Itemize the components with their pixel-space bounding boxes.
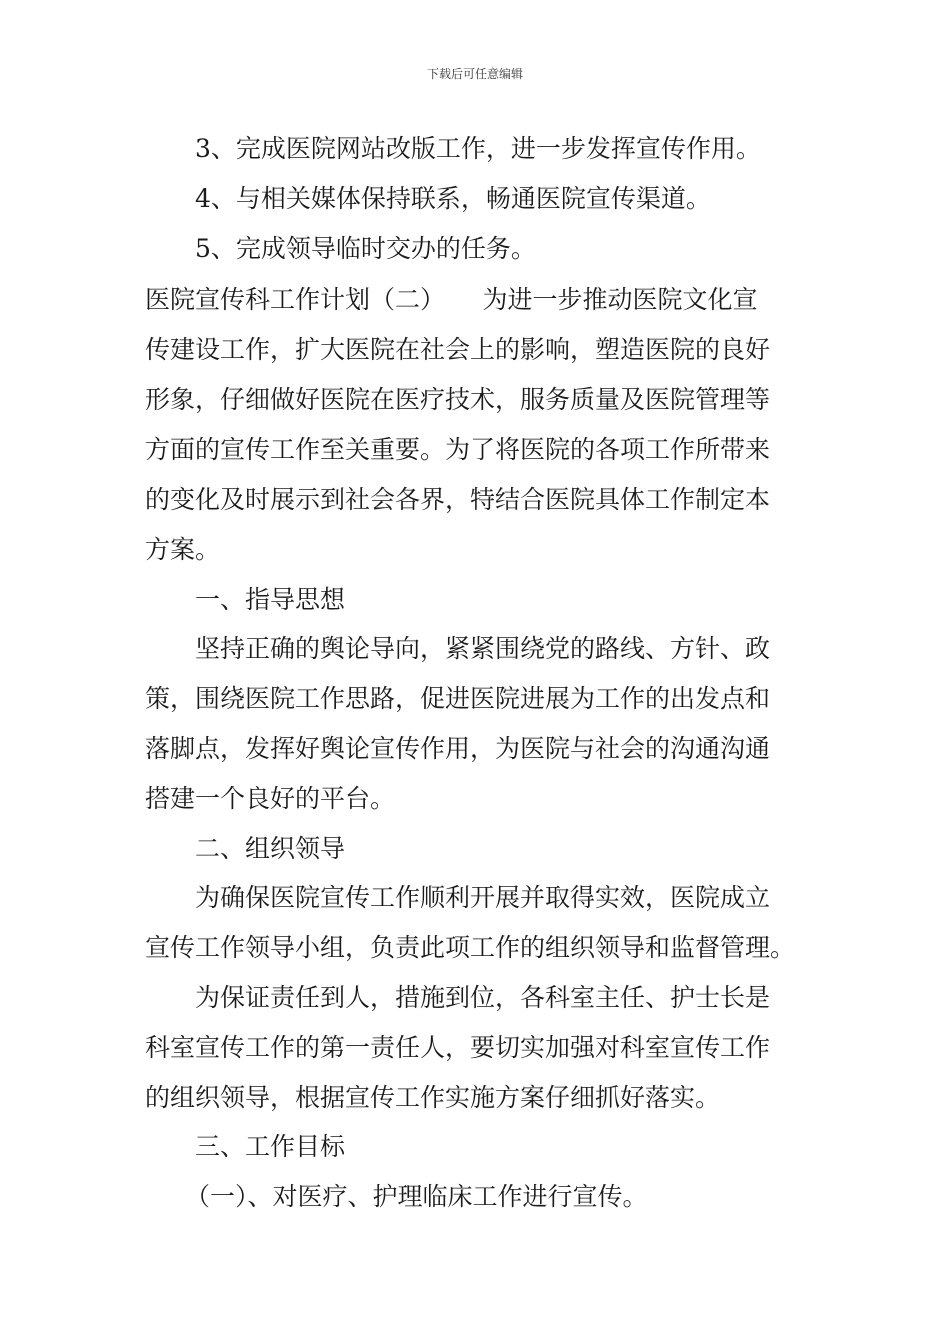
paragraph-line: 传建设工作，扩大医院在社会上的影响，塑造医院的良好: [145, 335, 771, 364]
paragraph-line: 落脚点，发挥好舆论宣传作用，为医院与社会的沟通沟通: [145, 734, 771, 763]
paragraph-line: 的组织领导，根据宣传工作实施方案仔细抓好落实。: [145, 1083, 721, 1112]
section-heading-2: 二、组织领导: [195, 834, 346, 863]
paragraph-line: 宣传工作领导小组，负责此项工作的组织领导和监督管理。: [145, 933, 796, 962]
paragraph-line: 坚持正确的舆论导向，紧紧围绕党的路线、方针、政: [195, 634, 771, 663]
paragraph-line: 搭建一个良好的平台。: [145, 784, 396, 813]
section-heading-1: 一、指导思想: [195, 585, 346, 614]
paragraph-line: 方面的宣传工作至关重要。为了将医院的各项工作所带来: [145, 435, 771, 464]
paragraph-line: 为确保医院宣传工作顺利开展并取得实效，医院成立: [195, 883, 771, 912]
task-item-3: 3、完成医院网站改版工作，进一步发挥宣传作用。: [195, 134, 761, 163]
paragraph-line: 策，围绕医院工作思路，促进医院进展为工作的出发点和: [145, 684, 771, 713]
paragraph-line: 方案。: [145, 535, 221, 564]
plan-title-line: 医院宣传科工作计划（二） 为进一步推动医院文化宣: [145, 285, 758, 314]
paragraph-line: 科室宣传工作的第一责任人，要切实加强对科室宣传工作: [145, 1033, 771, 1062]
section-heading-3: 三、工作目标: [195, 1132, 346, 1161]
paragraph-line: 为保证责任到人，措施到位，各科室主任、护士长是: [195, 983, 771, 1012]
task-item-5: 5、完成领导临时交办的任务。: [195, 234, 536, 263]
task-item-4: 4、与相关媒体保持联系，畅通医院宣传渠道。: [195, 184, 711, 213]
page-header: 下载后可任意编辑: [426, 67, 523, 81]
paragraph-line: 形象，仔细做好医院在医疗技术，服务质量及医院管理等: [145, 385, 771, 414]
subsection-heading-1: （一）、对医疗、护理临床工作进行宣传。: [185, 1182, 648, 1211]
paragraph-line: 的变化及时展示到社会各界，特结合医院具体工作制定本: [145, 485, 771, 514]
